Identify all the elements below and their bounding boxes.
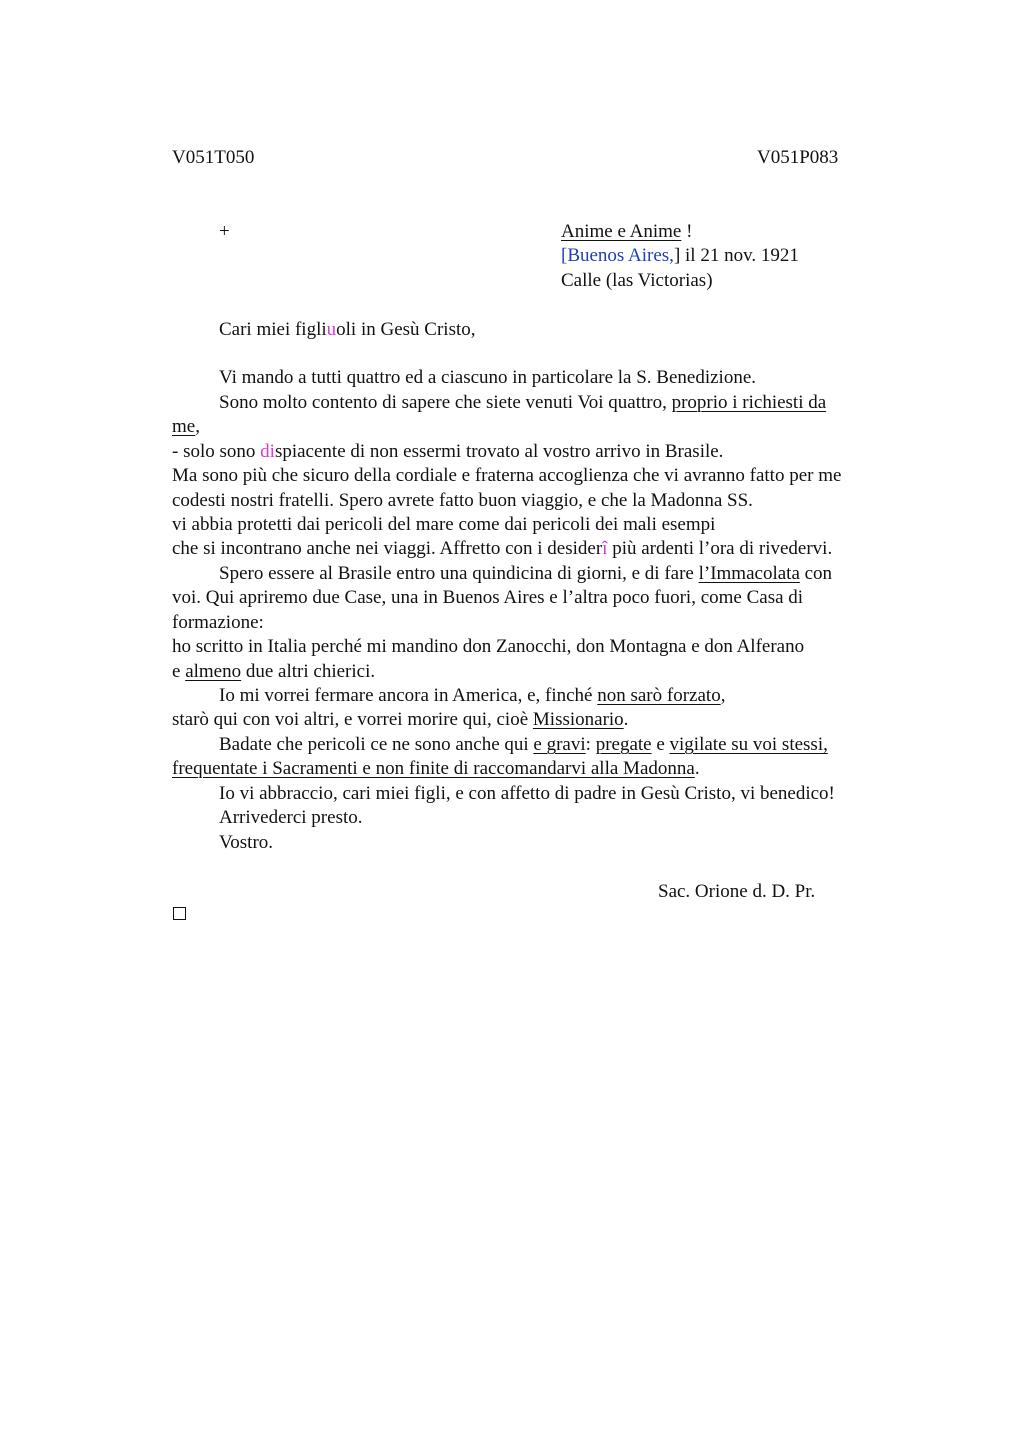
body-line: voi. Qui apriremo due Case, una in Buenos Aires e l’altra poco fuori, come Casa di <box>172 587 804 608</box>
underlined-text: almeno <box>185 661 242 682</box>
salutation-part: oli in Gesù Cristo, <box>336 319 476 340</box>
correction-text: di <box>260 441 275 462</box>
street-line: Calle (las Victorias) <box>561 270 713 291</box>
body-line: Io vi abbraccio, cari miei figli, e con affetto di padre in Gesù Cristo, vi benedico! <box>219 783 835 804</box>
text-run: . <box>623 709 629 730</box>
document-code-left: V051T050 <box>172 147 255 168</box>
salutation-part: Cari miei figli <box>219 319 327 340</box>
body-line <box>172 440 723 464</box>
text-run: che si incontrano anche nei viaggi. Affretto con i desider <box>172 538 603 559</box>
body-line: Arrivederci presto. <box>219 807 363 828</box>
text-run: , <box>195 416 200 437</box>
place-date-line <box>561 244 799 268</box>
text-run: due altri chierici. <box>241 661 376 682</box>
signature: Sac. Orione d. D. Pr. <box>658 881 816 902</box>
closing: Vostro. <box>219 832 274 853</box>
motto-line <box>561 220 692 244</box>
text-run: Io mi vorrei fermare ancora in America, e, finché <box>219 685 598 706</box>
underlined-text: Missionario <box>532 709 624 730</box>
underlined-text: proprio i richiesti da <box>671 392 827 413</box>
underlined-text: pregate <box>595 734 652 755</box>
text-run: - solo sono <box>172 441 261 462</box>
motto: Anime e Anime <box>561 221 682 242</box>
body-line <box>172 537 832 561</box>
text-run: Badate che pericoli ce ne sono anche qui <box>219 734 534 755</box>
place: Buenos Aires, <box>567 245 674 266</box>
text-run: , <box>720 685 726 706</box>
text-run: starò qui con voi altri, e vorrei morire qui, cioè <box>172 709 533 730</box>
body-line: Vi mando a tutti quattro ed a ciascuno in particolare la S. Benedizione. <box>219 367 757 388</box>
underlined-text: me <box>172 416 196 437</box>
text-run: più ardenti l’ora di rivedervi. <box>607 538 833 559</box>
body-line <box>172 708 628 732</box>
motto-suffix: ! <box>681 221 693 242</box>
text-run: spiacente di non essermi trovato al vostro arrivo in Brasile. <box>274 441 724 462</box>
body-line <box>219 684 725 708</box>
place-bracket-open: [ <box>561 245 568 266</box>
text-run: Spero essere al Brasile entro una quindicina di giorni, e di fare <box>219 563 699 584</box>
text-run: : <box>585 734 596 755</box>
body-line <box>219 391 826 415</box>
body-line <box>219 733 828 757</box>
body-line <box>219 562 832 586</box>
salutation-correction: u <box>326 319 337 340</box>
body-line: formazione: <box>172 612 264 633</box>
underlined-text: frequentate i Sacramenti e non finite di raccomandarvi alla Madonna <box>172 758 695 779</box>
text-run: . <box>694 758 700 779</box>
text-run: Sono molto contento di sapere che siete venuti Voi quattro, <box>219 392 672 413</box>
underlined-text: l’Immacolata <box>698 563 800 584</box>
date: il 21 nov. 1921 <box>680 245 799 266</box>
body-line: codesti nostri fratelli. Spero avrete fatto buon viaggio, e che la Madonna SS. <box>172 490 753 511</box>
document-code-right: V051P083 <box>757 147 839 168</box>
body-line <box>172 660 375 684</box>
text-run: e <box>172 661 186 682</box>
body-line <box>172 757 700 781</box>
underlined-text: non sarò forzato <box>597 685 721 706</box>
salutation <box>219 318 476 342</box>
body-line: ho scritto in Italia perché mi mandino don Zanocchi, don Montagna e don Alferano <box>172 636 805 657</box>
underlined-text: e gravi <box>533 734 586 755</box>
text-run: e <box>651 734 670 755</box>
cross-mark: + <box>219 221 230 242</box>
square-outline-icon <box>173 907 186 920</box>
underlined-text: vigilate su voi stessi, <box>669 734 828 755</box>
body-line: vi abbia protetti dai pericoli del mare come dai pericoli dei mali esempi <box>172 514 716 535</box>
correction-text: î <box>602 538 608 559</box>
body-line: Ma sono più che sicuro della cordiale e fraterna accoglienza che vi avranno fatto per me <box>172 465 842 486</box>
text-run: con <box>799 563 833 584</box>
place-bracket-close: ] <box>673 245 681 266</box>
body-line <box>172 415 200 439</box>
